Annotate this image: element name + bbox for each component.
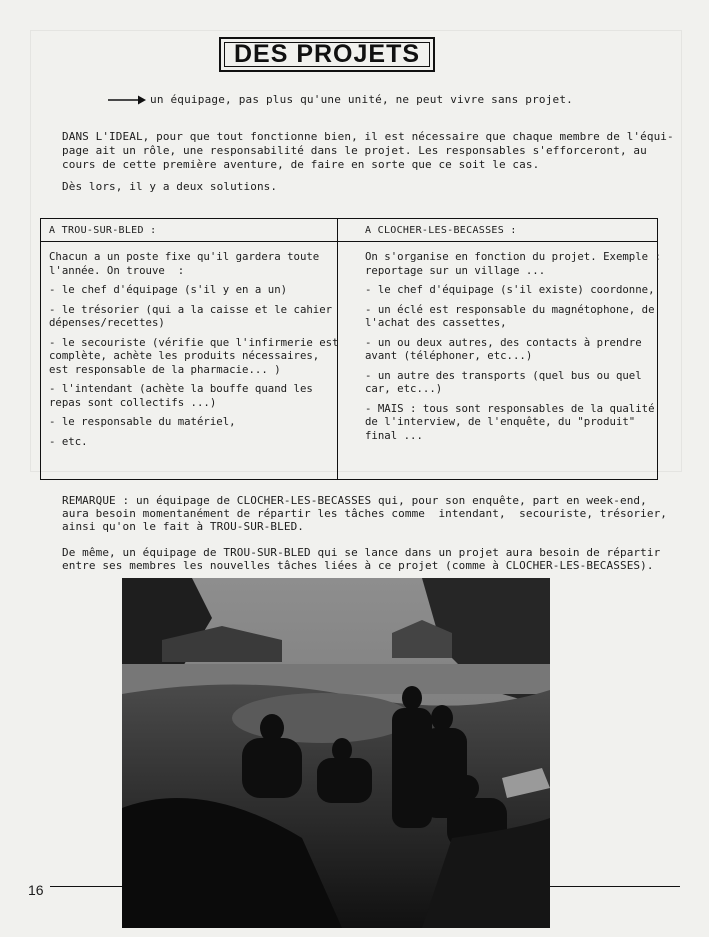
right-line: - le chef d'équipage (s'il existe) coordonne, [365,283,655,296]
left-line: dépenses/recettes) [49,316,165,329]
ideal-line-3: cours de cette première aventure, de faire en sorte que ce soit le cas. [62,158,540,171]
left-line: l'année. On trouve : [49,263,185,277]
right-line: car, etc...) [365,382,443,395]
de-meme-line-2: entre ses membres les nouvelles tâches liées à ce projet (comme à CLOCHER-LES-BECASSES). [62,559,654,572]
right-line: avant (téléphoner, etc...) [365,349,533,362]
left-line: repas sont collectifs ...) [49,395,217,409]
right-line: - MAIS : tous sont responsables de la qualité [365,401,655,415]
solutions-line: Dès lors, il y a deux solutions. [62,180,278,193]
title-box [219,37,435,72]
right-line: - un éclé est responsable du magnétophone, de [365,302,655,316]
right-line: On s'organise en fonction du projet. Exemple : [365,250,661,263]
left-line: est responsable de la pharmacie... ) [49,362,281,376]
ideal-line-1: DANS L'IDEAL, pour que tout fonctionne bien, il est nécessaire que chaque membre de l'équi- [62,130,674,143]
intro-line: un équipage, pas plus qu'une unité, ne peut vivre sans projet. [150,93,573,106]
right-line: - un ou deux autres, des contacts à prendre [365,335,642,349]
table-header-trou-sur-bled: A TROU-SUR-BLED : [49,225,157,236]
right-line: final ... [365,428,423,442]
comparison-table [40,218,661,480]
page-number: 16 [28,882,44,898]
table-header-divider [41,241,657,242]
table-header-clocher-les-becasses: A CLOCHER-LES-BECASSES : [365,225,517,236]
de-meme-line-1: De même, un équipage de TROU-SUR-BLED qui se lance dans un projet aura besoin de répartir [62,546,661,559]
remarque-line-2: aura besoin momentanément de répartir les tâches comme intendant, secouriste, trésorier, [62,507,668,520]
bottom-rule-left [50,886,122,887]
left-line: - le chef d'équipage (s'il y en a un) [49,283,288,296]
right-column-text [365,250,661,442]
left-line: - l'intendant (achète la bouffe quand les [49,382,313,395]
left-column-text [49,250,339,448]
arrow-right-icon [108,94,146,106]
right-line: reportage sur un village ... [365,263,546,277]
right-line: l'achat des cassettes, [365,316,507,329]
left-line: - le trésorier (qui a la caisse et le cahier [49,302,333,316]
left-line: - etc. [49,434,88,448]
left-line: - le responsable du matériel, [49,415,236,428]
photo-scouts-in-field [122,578,550,928]
bottom-rule-right [550,886,680,887]
remarque-line-3: ainsi qu'on le fait à TROU-SUR-BLED. [62,520,305,533]
remarque-line-1: REMARQUE : un équipage de CLOCHER-LES-BECASSES qui, pour son enquête, part en week-end, [62,494,647,507]
page-title: DES PROJETS [233,40,421,68]
left-line: complète, achète les produits nécessaires, [49,349,320,362]
right-line: de l'interview, de l'enquête, du "produit" [365,415,636,428]
left-line: Chacun a un poste fixe qu'il gardera toute [49,250,320,263]
right-line: - un autre des transports (quel bus ou quel [365,368,642,382]
left-line: - le secouriste (vérifie que l'infirmerie est [49,335,339,349]
ideal-line-2: page ait un rôle, une responsabilité dans le projet. Les responsables s'efforceront, au [62,144,647,157]
